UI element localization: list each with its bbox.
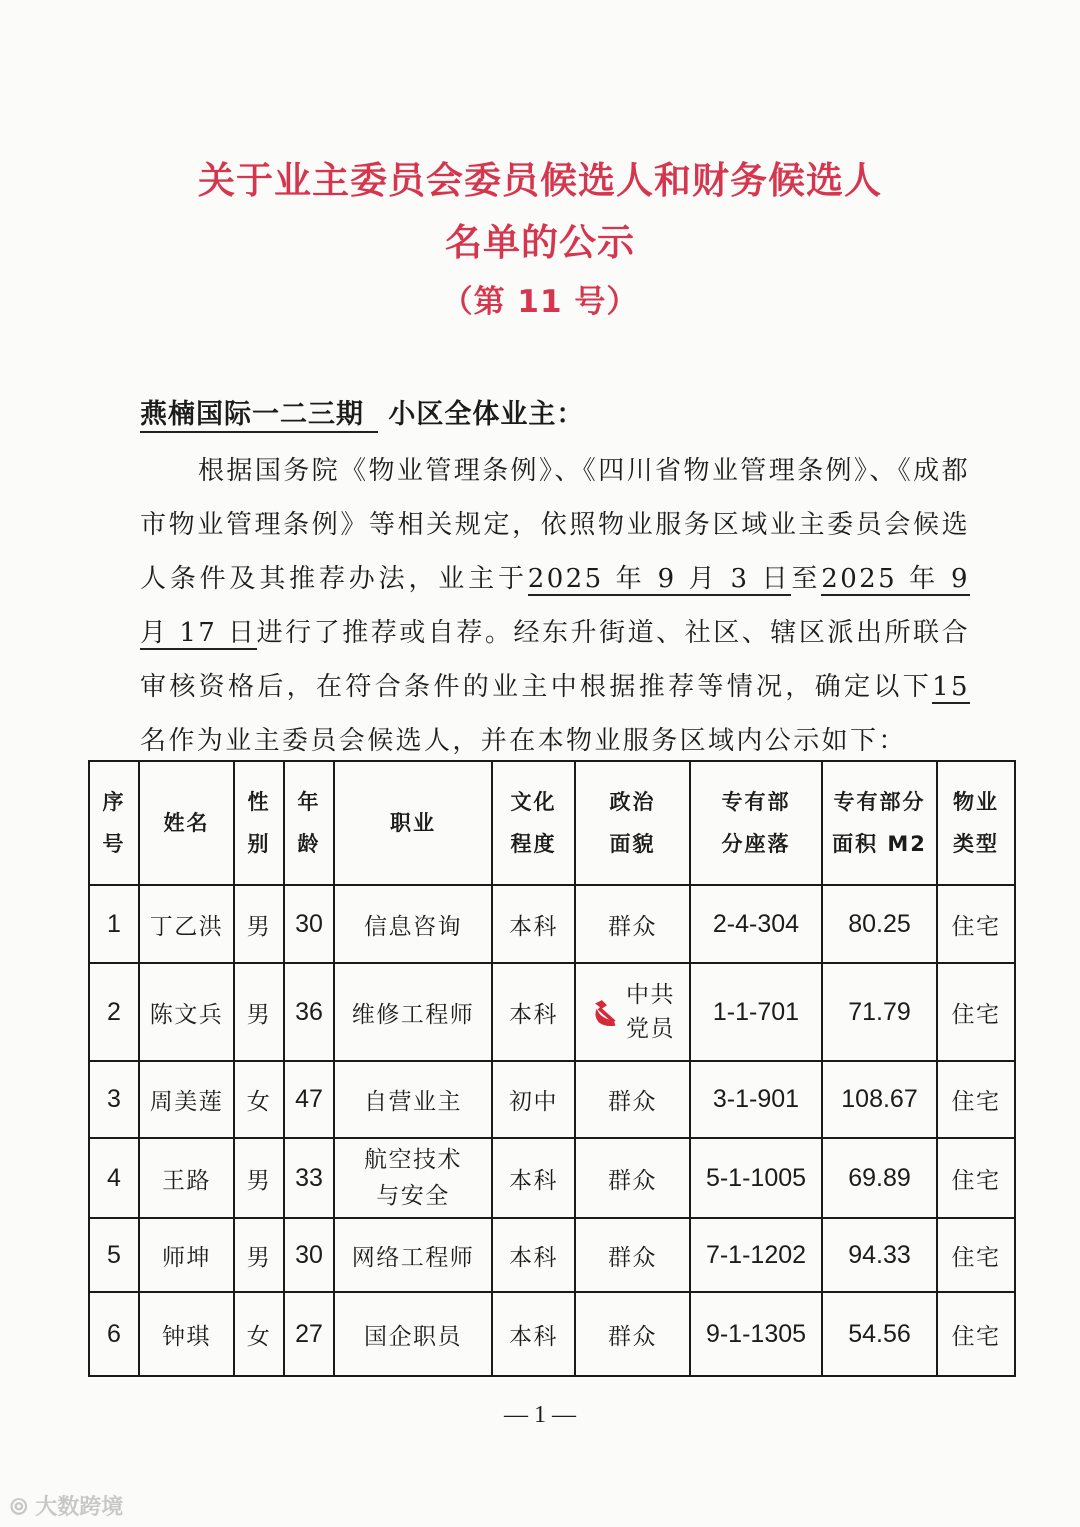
cell-area: 94.33 <box>822 1218 937 1292</box>
cell-name: 周美莲 <box>139 1061 234 1138</box>
cell-unit: 5-1-1005 <box>690 1138 822 1218</box>
cell-area: 54.56 <box>822 1292 937 1376</box>
cell-type: 住宅 <box>937 963 1015 1061</box>
cell-political: 中共 党员 <box>575 963 690 1061</box>
candidate-count: 15 <box>932 672 970 702</box>
cell-job: 自营业主 <box>334 1061 492 1138</box>
cell-type: 住宅 <box>937 1061 1015 1138</box>
table-row <box>89 1218 1015 1292</box>
watermark-logo-icon: ⦾ <box>10 1495 36 1520</box>
header-area: 专有部分 面积 M2 <box>822 761 937 885</box>
cell-edu: 本科 <box>492 1138 575 1218</box>
cell-edu: 本科 <box>492 1218 575 1292</box>
watermark: ⦾ 大数跨境 <box>10 1495 124 1520</box>
candidate-table <box>88 760 1016 1377</box>
cell-seq: 3 <box>89 1061 139 1138</box>
body-paragraph <box>140 444 970 768</box>
cell-job: 维修工程师 <box>334 963 492 1061</box>
cell-unit: 1-1-701 <box>690 963 822 1061</box>
header-name: 姓名 <box>139 761 234 885</box>
cell-job: 国企职员 <box>334 1292 492 1376</box>
cell-seq: 5 <box>89 1218 139 1292</box>
title-line-1: 关于业主委员会委员候选人和财务候选人 <box>198 159 882 202</box>
cell-political: 群众 <box>575 1061 690 1138</box>
table-row <box>89 885 1015 963</box>
cell-political: 群众 <box>575 1218 690 1292</box>
cell-area: 80.25 <box>822 885 937 963</box>
cell-gender: 男 <box>234 1218 284 1292</box>
header-job: 职业 <box>334 761 492 885</box>
body-to: 至 <box>791 564 822 594</box>
cell-area: 71.79 <box>822 963 937 1061</box>
cell-type: 住宅 <box>937 1138 1015 1218</box>
cell-seq: 1 <box>89 885 139 963</box>
cell-unit: 2-4-304 <box>690 885 822 963</box>
cell-edu: 初中 <box>492 1061 575 1138</box>
cell-name: 丁乙洪 <box>139 885 234 963</box>
cell-type: 住宅 <box>937 1218 1015 1292</box>
cell-unit: 7-1-1202 <box>690 1218 822 1292</box>
cell-job: 信息咨询 <box>334 885 492 963</box>
cell-gender: 女 <box>234 1061 284 1138</box>
cell-age: 36 <box>284 963 334 1061</box>
header-seq: 序 号 <box>89 761 139 885</box>
header-unit: 专有部 分座落 <box>690 761 822 885</box>
cell-gender: 女 <box>234 1292 284 1376</box>
body-text-3: 名作为业主委员会候选人，并在本物业服务区域内公示如下： <box>140 726 907 756</box>
header-edu: 文化 程度 <box>492 761 575 885</box>
header-age: 年 龄 <box>284 761 334 885</box>
addressee <box>140 392 584 433</box>
cell-unit: 3-1-901 <box>690 1061 822 1138</box>
page-number: — 1 — <box>504 1402 576 1428</box>
cell-gender: 男 <box>234 885 284 963</box>
cell-edu: 本科 <box>492 1292 575 1376</box>
cell-type: 住宅 <box>937 885 1015 963</box>
cell-job: 网络工程师 <box>334 1218 492 1292</box>
notice-number: （第 11 号） <box>441 284 639 320</box>
cell-seq: 2 <box>89 963 139 1061</box>
end-date: 2025 年 9 月 17 日 <box>140 564 970 648</box>
cell-age: 47 <box>284 1061 334 1138</box>
table-row <box>89 1292 1015 1376</box>
cell-gender: 男 <box>234 1138 284 1218</box>
cell-age: 33 <box>284 1138 334 1218</box>
body-text-2: 进行了推荐或自荐。经东升街道、社区、辖区派出所联合审核资格后，在符合条件的业主中根据推荐等情况，确定以下 <box>140 618 970 702</box>
party-emblem-icon <box>590 995 624 1029</box>
cell-age: 27 <box>284 1292 334 1376</box>
cell-area: 69.89 <box>822 1138 937 1218</box>
cell-name: 钟琪 <box>139 1292 234 1376</box>
cell-name: 师坤 <box>139 1218 234 1292</box>
header-type: 物业 类型 <box>937 761 1015 885</box>
start-date: 2025 年 9 月 3 日 <box>527 564 792 594</box>
cell-gender: 男 <box>234 963 284 1061</box>
cell-job: 航空技术 与安全 <box>334 1138 492 1218</box>
table-header-row <box>89 761 1015 885</box>
cell-edu: 本科 <box>492 963 575 1061</box>
community-name: 燕楠国际一二三期 <box>140 392 378 433</box>
cell-seq: 6 <box>89 1292 139 1376</box>
cell-name: 陈文兵 <box>139 963 234 1061</box>
cell-political: 群众 <box>575 885 690 963</box>
table-row <box>89 963 1015 1061</box>
body-text-1: 根据国务院《物业管理条例》、《四川省物业管理条例》、《成都市物业管理条例》等相关规定，依照物业服务区域业主委员会候选人条件及其推荐办法，业主于 <box>140 456 970 594</box>
cell-political: 群众 <box>575 1292 690 1376</box>
header-political: 政治 面貌 <box>575 761 690 885</box>
cell-political: 群众 <box>575 1138 690 1218</box>
header-gender: 性 别 <box>234 761 284 885</box>
cell-age: 30 <box>284 885 334 963</box>
cell-seq: 4 <box>89 1138 139 1218</box>
cell-name: 王路 <box>139 1138 234 1218</box>
title-line-2: 名单的公示 <box>445 221 635 264</box>
table-row <box>89 1061 1015 1138</box>
cell-edu: 本科 <box>492 885 575 963</box>
table-row <box>89 1138 1015 1218</box>
cell-unit: 9-1-1305 <box>690 1292 822 1376</box>
cell-age: 30 <box>284 1218 334 1292</box>
addressee-suffix: 小区全体业主： <box>388 399 585 430</box>
cell-area: 108.67 <box>822 1061 937 1138</box>
cell-type: 住宅 <box>937 1292 1015 1376</box>
